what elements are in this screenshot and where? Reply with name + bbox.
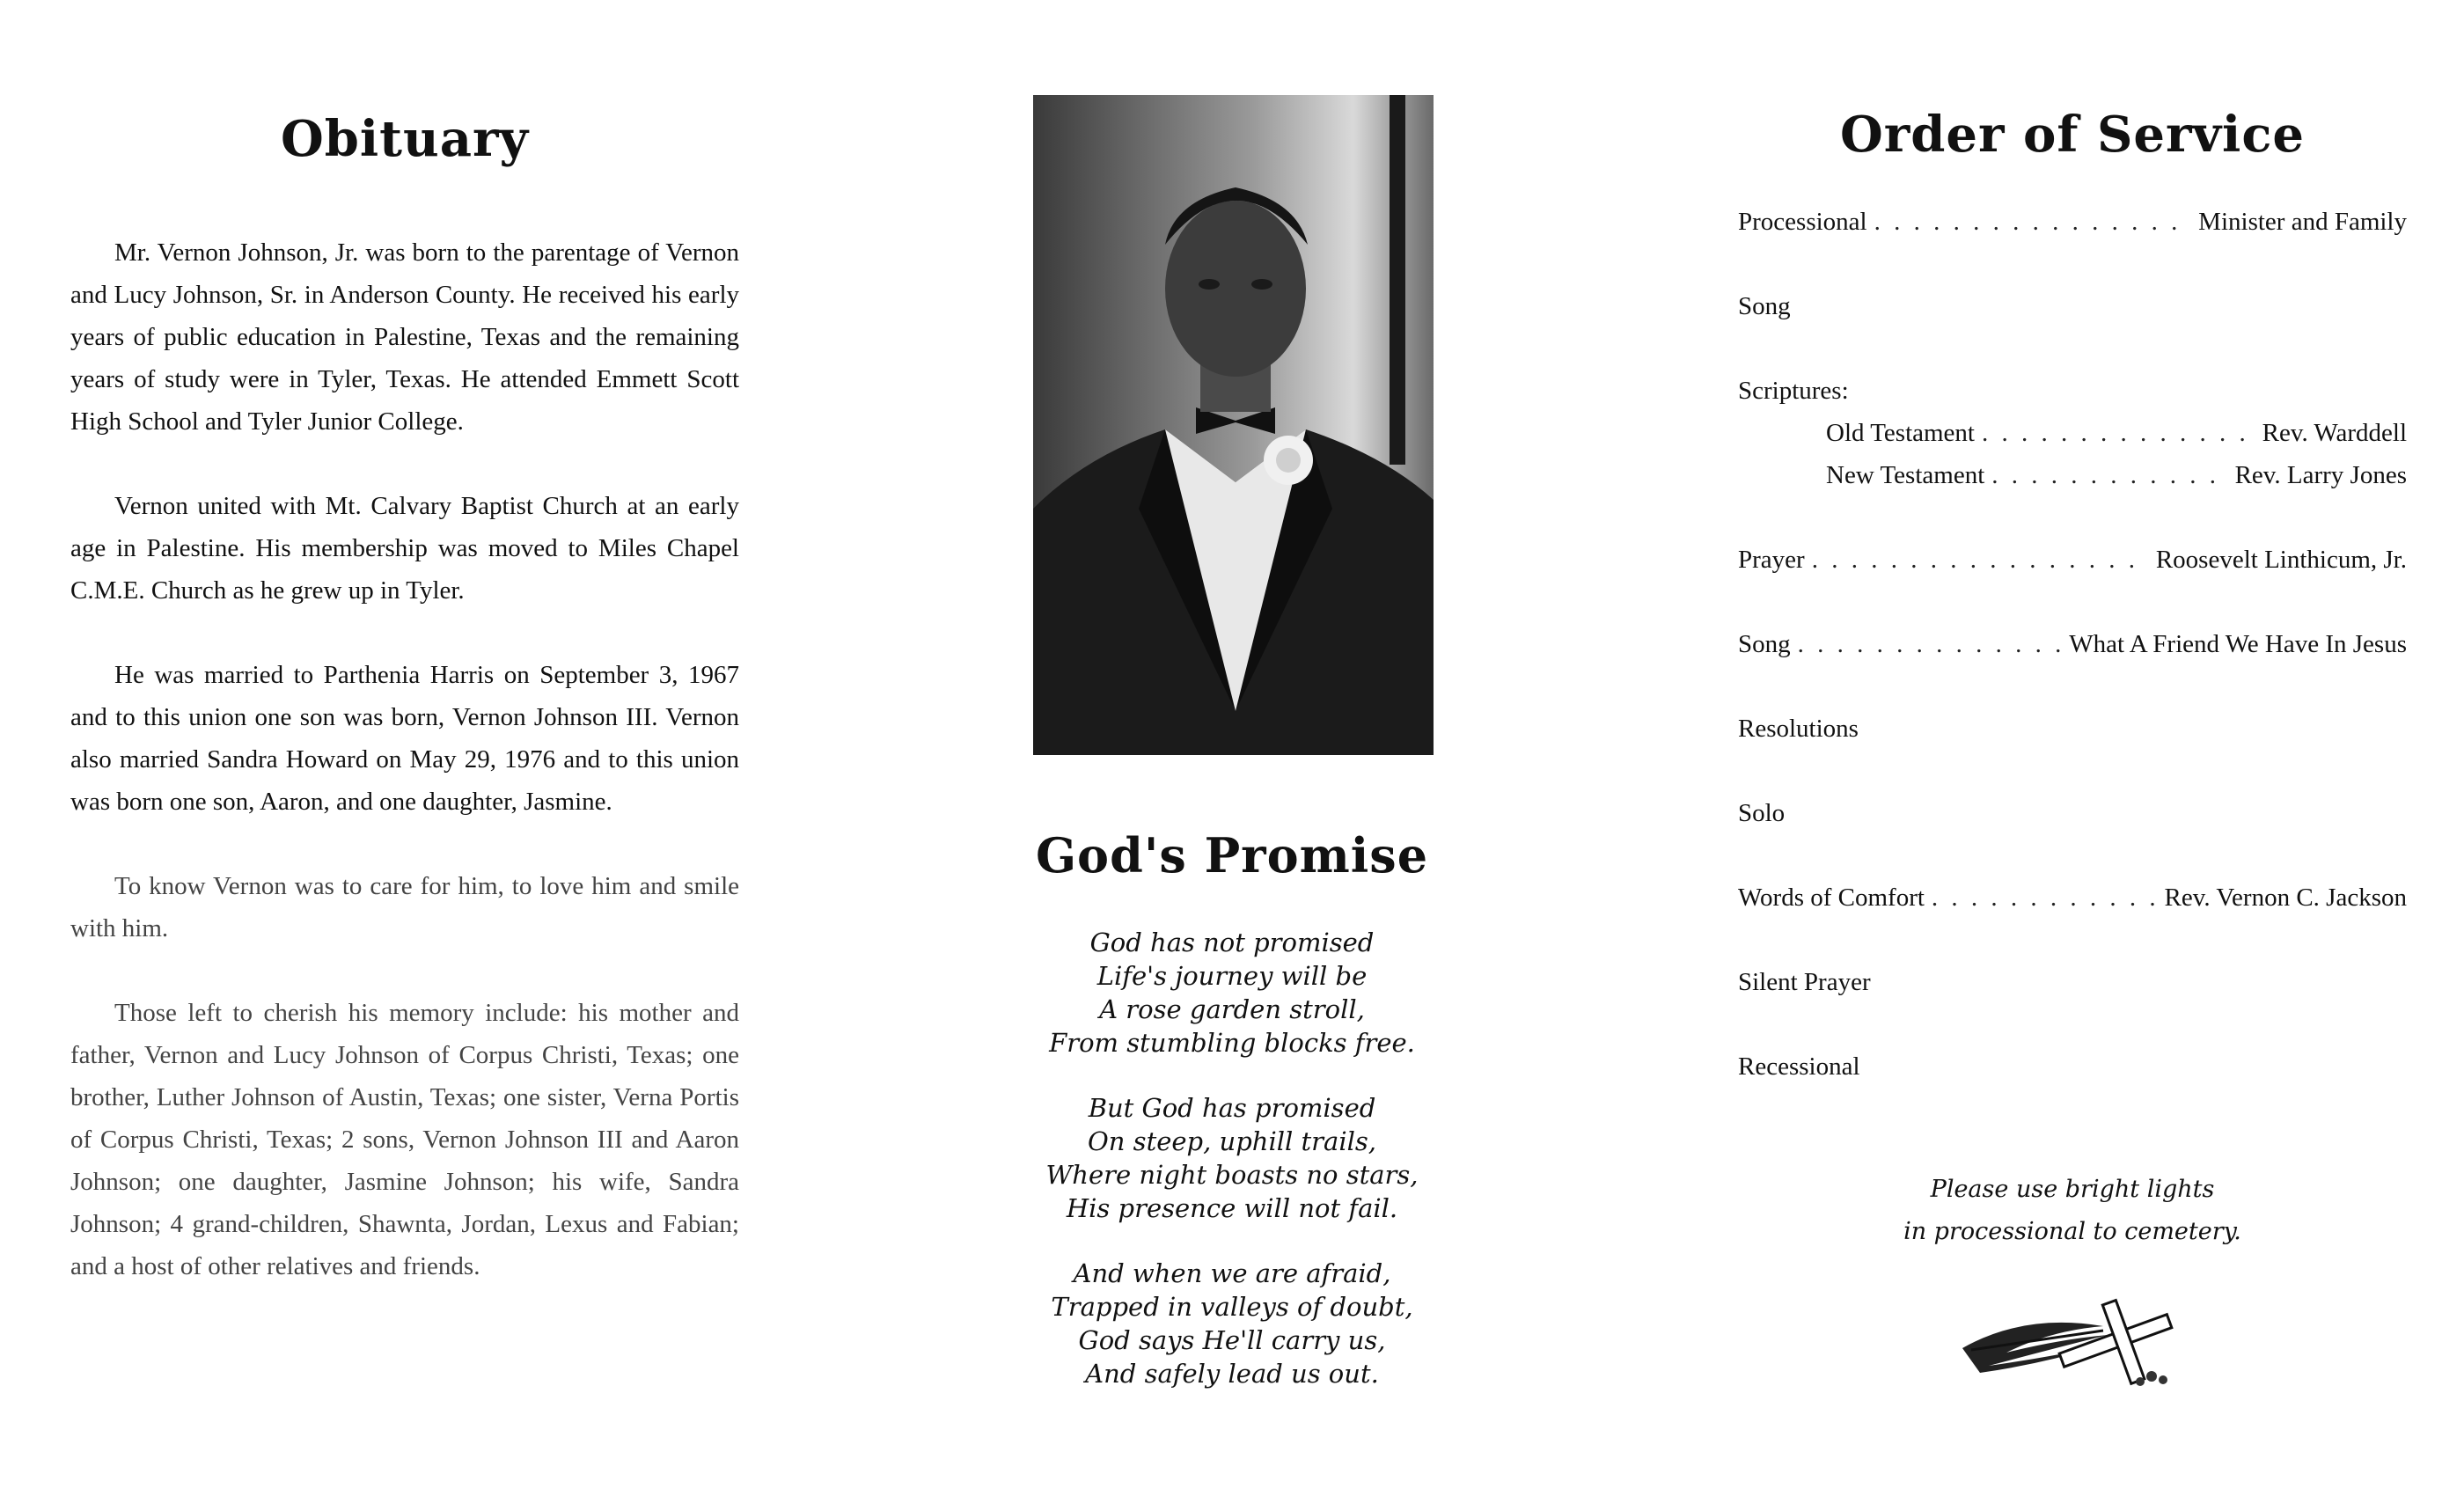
service-label: Old Testament xyxy=(1826,419,1975,447)
obituary-paragraph-survivors: Those left to cherish his memory include: his mother and father, Vernon and Lucy Johnson of Corpus Christi, Texas; one brother, Luther Johnson of Austin, Texas; one sister, Verna Portis of Corpus Christi, Texas; 2 sons, Vernon Johnson III and Aaron Johnson; one daughter, Jasmine Johnson; his wife, Sandra Johnson; 4 grand-children, Shawnta, Jordan, Lexus and Fabian; and a host of other relatives and friends. xyxy=(70,999,739,1280)
poem-line: And safely lead us out. xyxy=(1085,1359,1379,1389)
poem-line: But God has promised xyxy=(1088,1093,1376,1123)
poem-line: Life's journey will be xyxy=(1096,961,1368,991)
service-label: Words of Comfort xyxy=(1738,884,1925,912)
promise-title: God's Promise xyxy=(1035,827,1429,884)
service-item-old-testament xyxy=(1738,419,2407,461)
service-label: Solo xyxy=(1738,799,1786,827)
service-item-processional xyxy=(1738,208,2407,292)
service-value: What A Friend We Have In Jesus xyxy=(2069,630,2407,658)
service-label: Prayer xyxy=(1738,546,1805,574)
service-item-words-of-comfort xyxy=(1738,884,2407,968)
dot-leader xyxy=(1932,884,2158,913)
poem-stanza xyxy=(1003,926,1461,1060)
poem-line: A rose garden stroll, xyxy=(1099,994,1365,1024)
poem-line: Where night boasts no stars, xyxy=(1045,1160,1419,1190)
service-value: Rev. Larry Jones xyxy=(2234,461,2407,489)
processional-note xyxy=(1738,1169,2407,1253)
order-of-service-panel xyxy=(1738,0,2407,1496)
service-list xyxy=(1738,208,2407,1137)
service-item-scriptures xyxy=(1738,377,2407,419)
service-item-prayer xyxy=(1738,546,2407,630)
poem-line: God has not promised xyxy=(1089,928,1375,957)
service-label: Scriptures: xyxy=(1738,377,1849,405)
obituary-title: Obituary xyxy=(280,110,530,168)
service-item-song-hymn xyxy=(1738,630,2407,715)
service-label: Silent Prayer xyxy=(1738,968,1871,996)
service-label: Song xyxy=(1738,630,1791,658)
service-label: Song xyxy=(1738,292,1791,320)
poem-line: Trapped in valleys of doubt, xyxy=(1051,1292,1413,1322)
service-item-song xyxy=(1738,292,2407,377)
obituary-paragraph-birth: Mr. Vernon Johnson, Jr. was born to the parentage of Vernon and Lucy Johnson, Sr. in Anderson County. He received his early years of public education in Palestine, Texas and the remaining years of study were in Tyler, Texas. He attended Emmett Scott High School and Tyler Junior College. xyxy=(70,238,739,436)
obituary-panel xyxy=(70,0,739,1496)
service-item-resolutions xyxy=(1738,715,2407,799)
note-line: Please use bright lights xyxy=(1930,1176,2215,1203)
dot-leader xyxy=(1874,208,2192,237)
service-value: Rev. Vernon C. Jackson xyxy=(2164,884,2407,912)
poem-line: From stumbling blocks free. xyxy=(1049,1028,1415,1058)
obituary-body xyxy=(70,231,739,1287)
service-value: Minister and Family xyxy=(2198,208,2407,236)
service-label: Processional xyxy=(1738,208,1867,236)
portrait-illustration xyxy=(1033,95,1434,755)
dot-leader xyxy=(1798,630,2063,659)
service-item-silent-prayer xyxy=(1738,968,2407,1052)
service-title: Order of Service xyxy=(1839,106,2306,164)
service-value: Roosevelt Linthicum, Jr. xyxy=(2155,546,2407,574)
poem-stanza xyxy=(1003,1257,1461,1390)
poem-line: His presence will not fail. xyxy=(1066,1193,1398,1223)
service-label: New Testament xyxy=(1826,461,1985,489)
service-item-solo xyxy=(1738,799,2407,884)
cross-palm-icon xyxy=(1954,1295,2191,1392)
dot-leader xyxy=(1982,419,2255,448)
note-line: in processional to cemetery. xyxy=(1903,1218,2241,1245)
obituary-paragraph-love: To know Vernon was to care for him, to love him and smile with him. xyxy=(70,872,739,942)
service-label: Recessional xyxy=(1738,1052,1860,1081)
service-item-recessional xyxy=(1738,1052,2407,1137)
poem-line: And when we are afraid, xyxy=(1073,1258,1391,1288)
dot-leader xyxy=(1812,546,2149,575)
portrait-photo xyxy=(1033,95,1434,755)
service-item-new-testament xyxy=(1738,461,2407,503)
poem-line: On steep, uphill trails, xyxy=(1088,1126,1376,1156)
promise-panel xyxy=(1003,0,1461,1496)
dot-leader xyxy=(1991,461,2227,490)
poem-line: God says He'll carry us, xyxy=(1078,1325,1386,1355)
poem-stanza xyxy=(1003,1091,1461,1225)
obituary-paragraph-marriage: He was married to Parthenia Harris on September 3, 1967 and to this union one son was born, Vernon Johnson III. Vernon also married Sandra Howard on May 29, 1976 and to this union was born one son, Aaron, and one daughter, Jasmine. xyxy=(70,661,739,816)
service-value: Rev. Warddell xyxy=(2262,419,2407,447)
poem xyxy=(1003,926,1461,1390)
service-label: Resolutions xyxy=(1738,715,1859,743)
obituary-paragraph-church: Vernon united with Mt. Calvary Baptist Church at an early age in Palestine. His membership was moved to Miles Chapel C.M.E. Church as he grew up in Tyler. xyxy=(70,492,739,605)
